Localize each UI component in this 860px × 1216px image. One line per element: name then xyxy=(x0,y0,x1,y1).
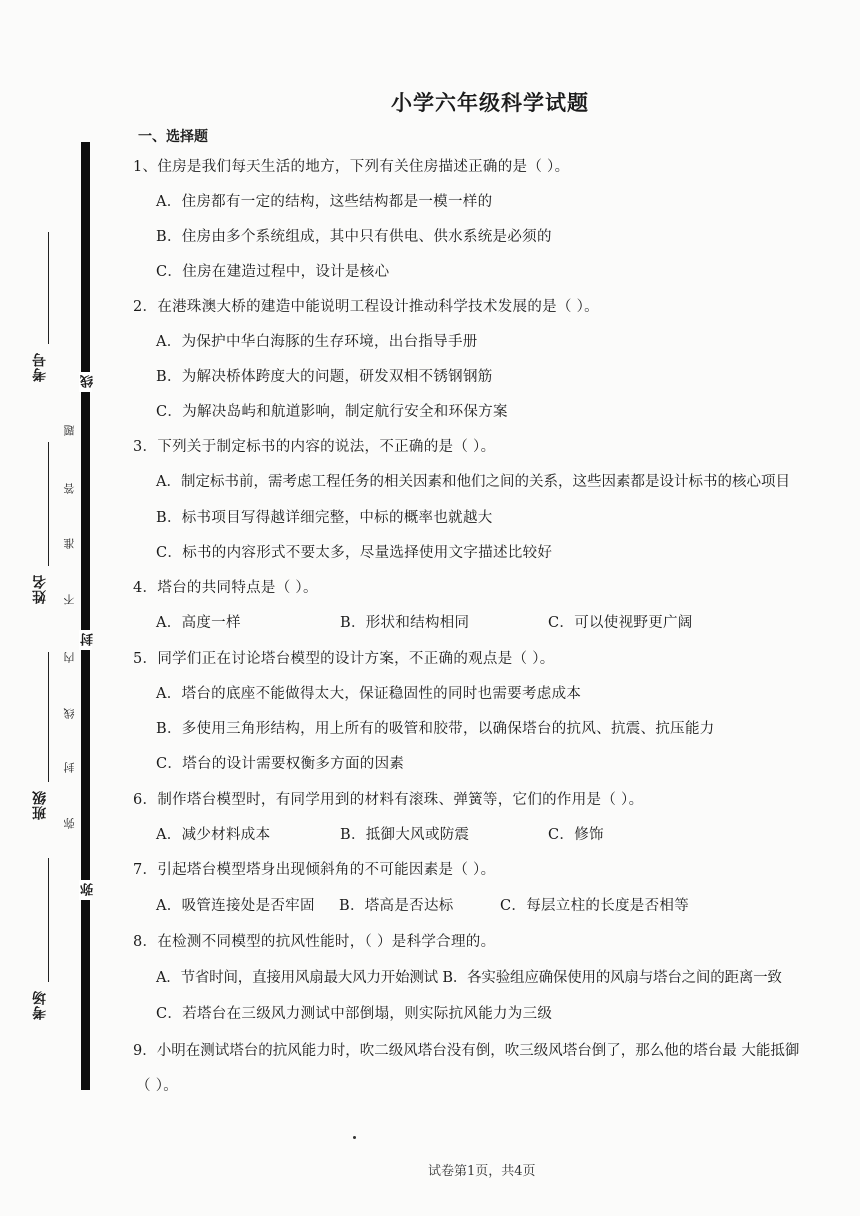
q3-option-a: A．制定标书前，需考虑工程任务的相关因素和他们之间的关系，这些因素都是设计标书的核心项目 xyxy=(156,474,790,490)
q1-option-c: C．住房在建造过程中，设计是核心 xyxy=(156,264,390,280)
page-title: 小学六年级科学试题 xyxy=(391,90,589,115)
name-label: 姓名 xyxy=(32,574,48,604)
binding-mark-feng: 封 xyxy=(79,630,92,650)
question-6: 6．制作塔台模型时，有同学用到的材料有滚珠、弹簧等，它们的作用是（ ）。 xyxy=(133,792,644,808)
binding-mark-xian: 线 xyxy=(79,372,92,392)
exam-room-label: 考场 xyxy=(32,990,48,1020)
margin-char: 内 xyxy=(63,652,76,663)
question-9: 9．小明在测试塔台的抗风能力时，吹二级风塔台没有倒，吹三级风塔台倒了，那么他的塔台最 大能抵御 xyxy=(133,1043,800,1059)
margin-char: 封 xyxy=(63,762,76,773)
class-blank xyxy=(48,652,49,782)
q8-option-c: C．若塔台在三级风力测试中部倒塌，则实际抗风能力为三级 xyxy=(156,1006,553,1022)
q5-option-b: B．多使用三角形结构，用上所有的吸管和胶带，以确保塔台的抗风、抗震、抗压能力 xyxy=(156,721,715,737)
margin-char: 题 xyxy=(63,425,76,436)
q9-answer-blank: （ ）。 xyxy=(136,1078,179,1094)
q2-option-b: B．为解决桥体跨度大的问题，研发双相不锈钢钢筋 xyxy=(156,369,493,385)
q2-option-a: A．为保护中华白海豚的生存环境，出台指导手册 xyxy=(156,334,478,350)
margin-char: 弥 xyxy=(63,818,76,829)
question-7: 7．引起塔台模型塔身出现倾斜角的不可能因素是（ ）。 xyxy=(133,862,496,878)
q5-option-a: A．塔台的底座不能做得太大，保证稳固性的同时也需要考虑成本 xyxy=(156,686,582,702)
question-1: 1、住房是我们每天生活的地方，下列有关住房描述正确的是（ ）。 xyxy=(133,159,570,175)
q8-option-ab: A．节省时间，直接用风扇最大风力开始测试 B．各实验组应确保使用的风扇与塔台之间的距离一致 xyxy=(156,970,782,986)
q6-option-c: C．修饰 xyxy=(548,827,604,843)
question-2: 2．在港珠澳大桥的建造中能说明工程设计推动科学技术发展的是（ ）。 xyxy=(133,299,599,315)
page-footer: 试卷第1页，共4页 xyxy=(428,1164,536,1179)
q4-option-a: A．高度一样 xyxy=(156,615,241,631)
class-label: 班级 xyxy=(32,790,48,820)
q3-option-c: C．标书的内容形式不要太多，尽量选择使用文字描述比较好 xyxy=(156,545,553,561)
q5-option-c: C．塔台的设计需要权衡多方面的因素 xyxy=(156,756,405,772)
q3-option-b: B．标书项目写得越详细完整，中标的概率也就越大 xyxy=(156,510,493,526)
q4-option-c: C．可以使视野更广阔 xyxy=(548,615,693,631)
q7-option-a: A．吸管连接处是否牢固 xyxy=(156,898,315,914)
q7-option-c: C．每层立柱的长度是否相等 xyxy=(500,898,689,914)
exam-room-blank xyxy=(48,858,49,982)
q7-option-b: B．塔高是否达标 xyxy=(339,898,454,914)
name-blank xyxy=(48,442,49,566)
q4-option-b: B．形状和结构相同 xyxy=(340,615,470,631)
question-5: 5．同学们正在讨论塔台模型的设计方案，不正确的观点是（ ）。 xyxy=(133,651,555,667)
q6-option-b: B．抵御大风或防震 xyxy=(340,827,470,843)
exam-number-blank xyxy=(48,232,49,344)
margin-char: 不 xyxy=(63,594,76,605)
question-8: 8．在检测不同模型的抗风性能时，（ ）是科学合理的。 xyxy=(133,934,496,950)
binding-bar xyxy=(81,142,90,1090)
question-4: 4．塔台的共同特点是（ ）。 xyxy=(133,580,318,596)
scan-dot xyxy=(353,1136,356,1139)
q1-option-b: B．住房由多个系统组成，其中只有供电、供水系统是必须的 xyxy=(156,229,552,245)
section-heading: 一、选择题 xyxy=(138,129,208,145)
binding-mark-mi: 弥 xyxy=(79,880,92,900)
q6-option-a: A．减少材料成本 xyxy=(156,827,271,843)
q1-option-a: A．住房都有一定的结构，这些结构都是一模一样的 xyxy=(156,194,493,210)
exam-number-label: 考号 xyxy=(32,352,48,382)
q2-option-c: C．为解决岛屿和航道影响，制定航行安全和环保方案 xyxy=(156,404,508,420)
margin-char: 准 xyxy=(63,538,76,549)
margin-char: 线 xyxy=(63,708,76,719)
question-3: 3．下列关于制定标书的内容的说法，不正确的是（ ）。 xyxy=(133,439,496,455)
margin-char: 答 xyxy=(63,483,76,494)
